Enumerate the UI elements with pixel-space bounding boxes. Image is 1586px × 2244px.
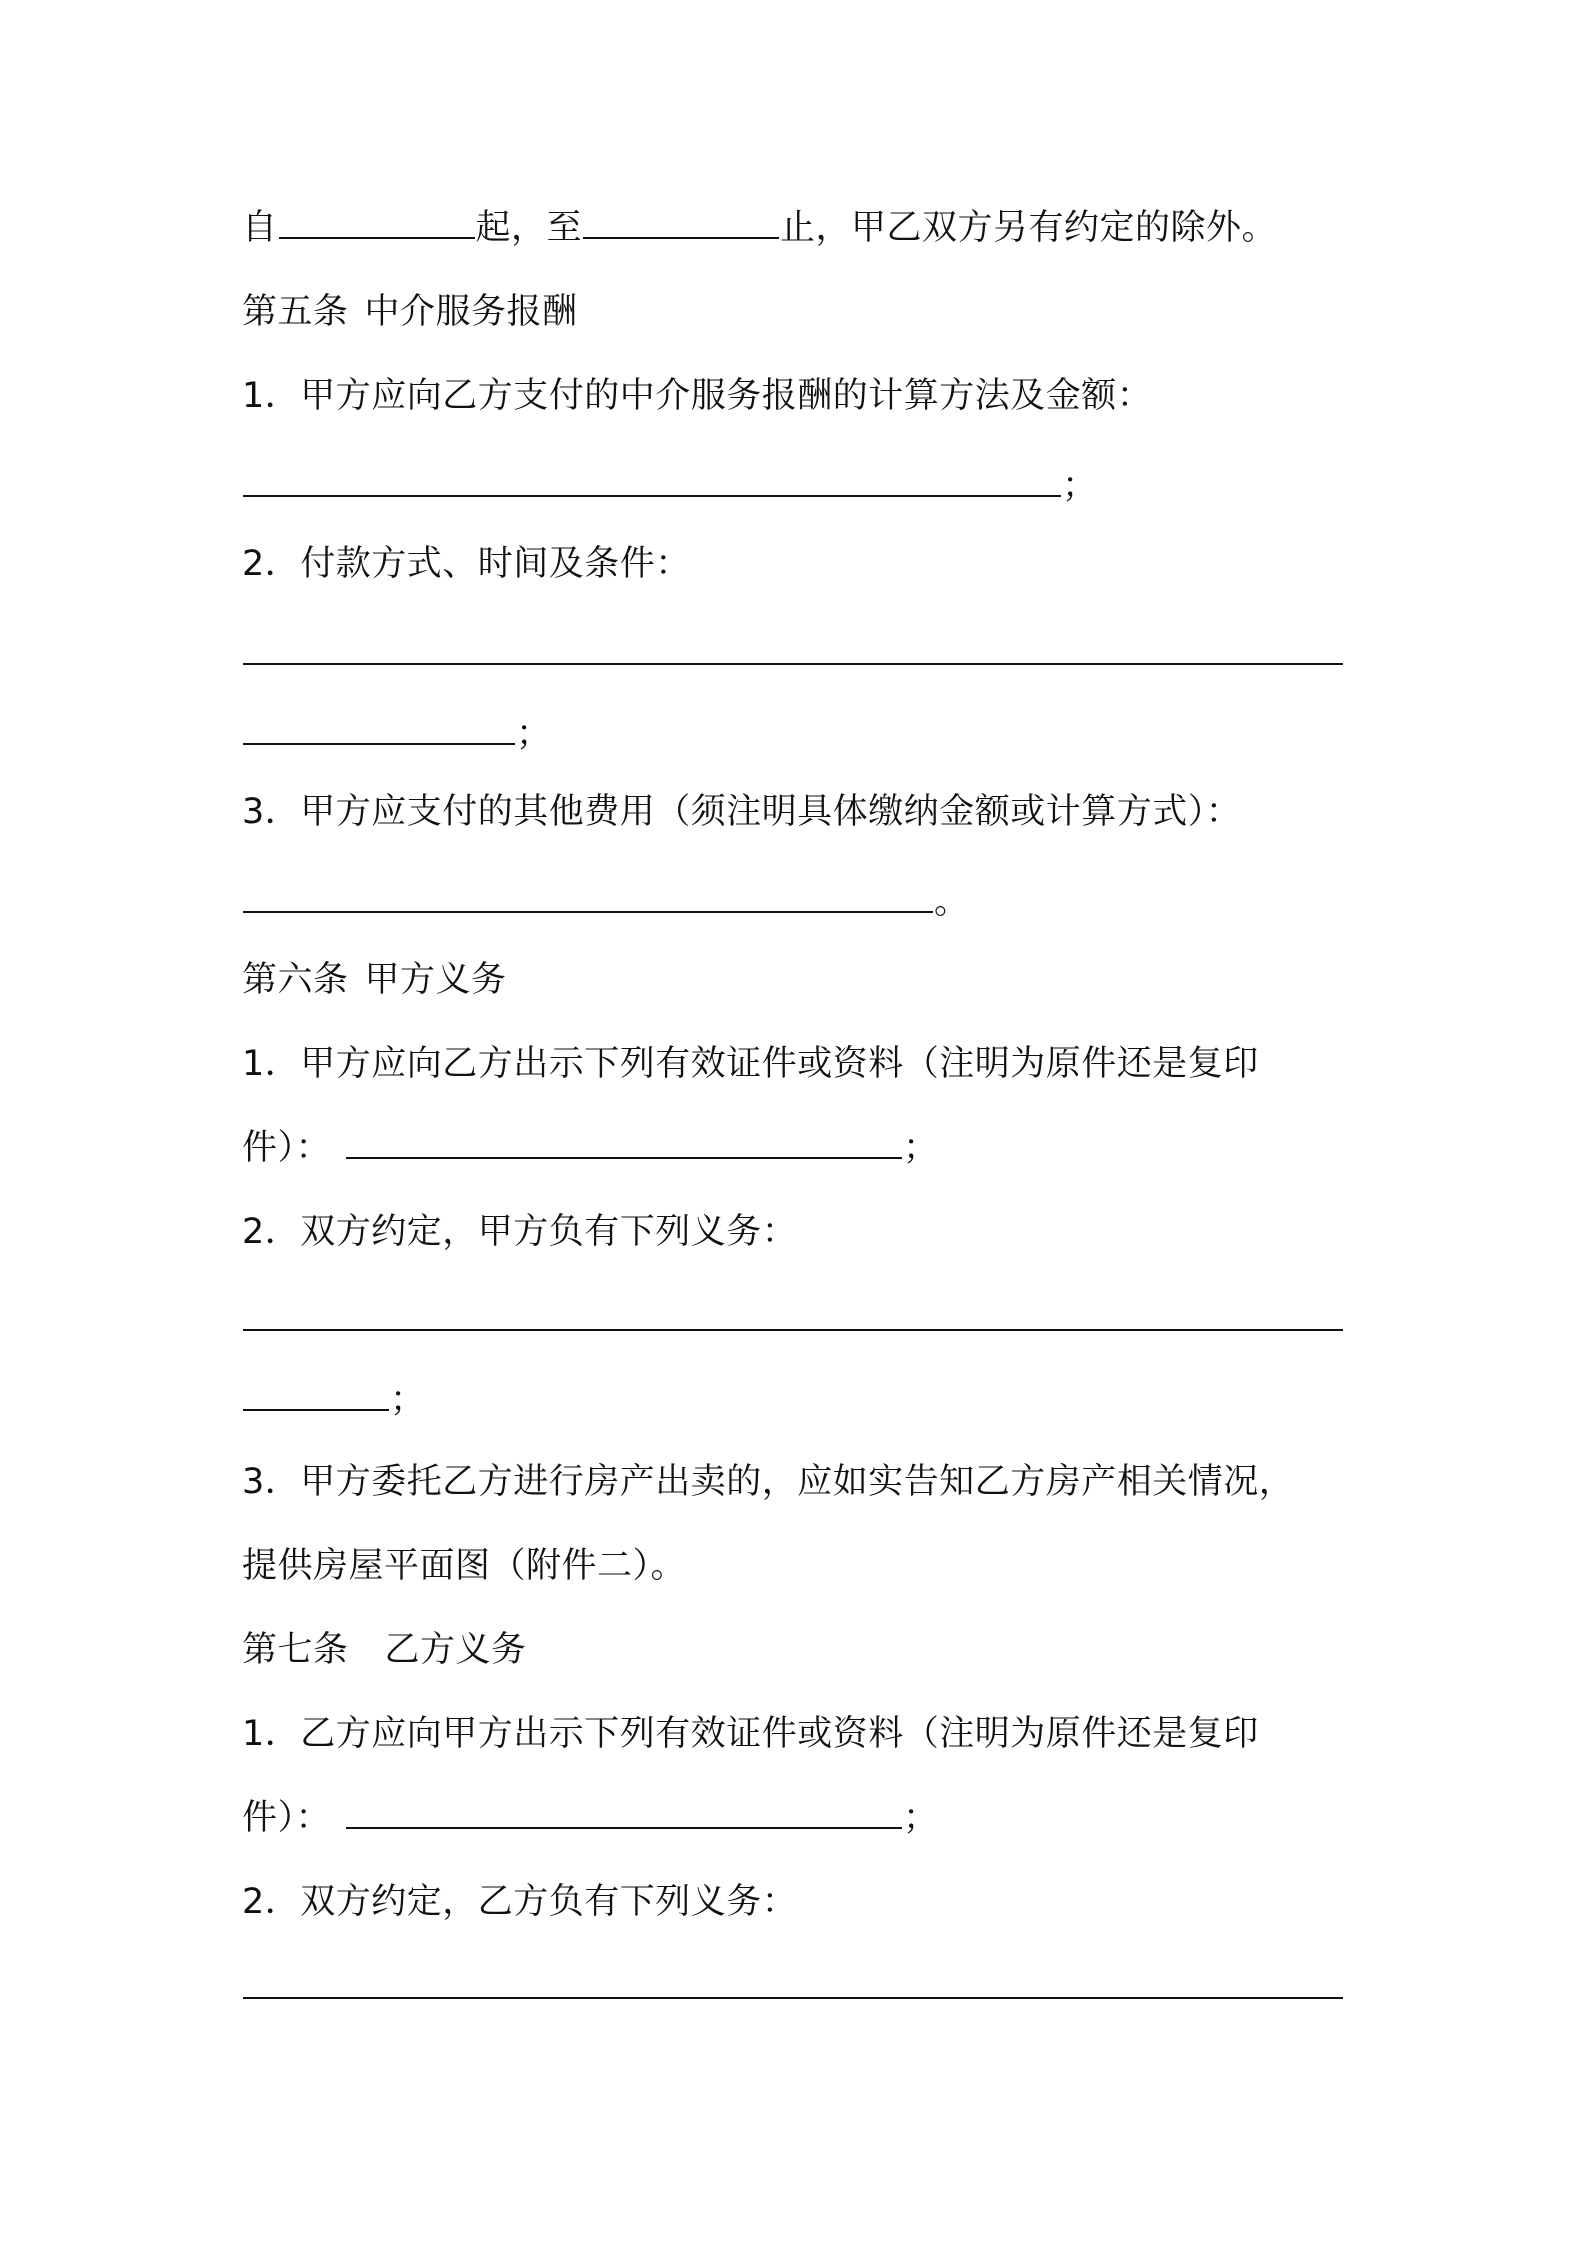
punct-semicolon: ； <box>1062 466 1098 506</box>
article-5-number: 第五条 <box>242 292 349 332</box>
article-5-item-1: 1．甲方应向乙方支付的中介服务报酬的计算方法及金额： <box>242 376 1153 416</box>
article-6-heading <box>242 958 507 1002</box>
blank-party-a-documents[interactable] <box>346 1127 902 1159</box>
article-5-item-3-fill <box>242 880 970 924</box>
blank-payment-terms-1[interactable] <box>243 633 1343 665</box>
article-5-title: 中介服务报酬 <box>364 292 578 332</box>
blank-start-date[interactable] <box>279 207 475 239</box>
article-6-item-2-fill-a <box>242 1298 1344 1342</box>
article-5-heading <box>242 290 578 334</box>
article-7-item-1: 1．乙方应向甲方出示下列有效证件或资料（注明为原件还是复印 <box>242 1714 1259 1754</box>
article-6-item-2: 2．双方约定，甲方负有下列义务： <box>242 1212 798 1252</box>
article-6-item-3-cont: 提供房屋平面图（附件二）。 <box>242 1546 687 1586</box>
article-6-item-2-fill-b <box>242 1378 426 1422</box>
article-6-item-1: 1．甲方应向乙方出示下列有效证件或资料（注明为原件还是复印 <box>242 1044 1259 1084</box>
blank-other-fees[interactable] <box>243 881 933 913</box>
article-6-title: 甲方义务 <box>364 960 507 1000</box>
article-6-number: 第六条 <box>242 960 349 1000</box>
article-6-item-1-cont <box>242 1126 939 1170</box>
punct-semicolon: ； <box>390 1380 426 1420</box>
term-period-line <box>242 206 1277 250</box>
article-7-item-1-cont <box>242 1796 939 1840</box>
text-documents: 件）： <box>242 1128 332 1168</box>
article-7-item-2: 2．双方约定，乙方负有下列义务： <box>242 1882 798 1922</box>
article-5-item-3: 3．甲方应支付的其他费用（须注明具体缴纳金额或计算方式）： <box>242 792 1242 832</box>
text-except: 止，甲乙双方另有约定的除外。 <box>780 208 1278 248</box>
punct-semicolon: ； <box>903 1798 939 1838</box>
punct-semicolon: ； <box>903 1128 939 1168</box>
text-to: 起，至 <box>475 208 583 248</box>
text-documents: 件）： <box>242 1798 332 1838</box>
punct-period: 。 <box>934 882 970 922</box>
article-6-item-3: 3．甲方委托乙方进行房产出卖的，应如实告知乙方房产相关情况， <box>242 1462 1295 1502</box>
text-from: 自 <box>242 208 278 248</box>
article-5-item-1-fill <box>242 464 1098 508</box>
article-7-number: 第七条 <box>242 1630 349 1670</box>
article-5-item-2-fill-b <box>242 712 552 756</box>
article-7-item-2-fill-a <box>242 1966 1344 2010</box>
blank-payment-terms-2[interactable] <box>243 713 515 745</box>
punct-semicolon: ； <box>516 714 552 754</box>
blank-party-a-obligations-1[interactable] <box>243 1299 1343 1331</box>
article-5-item-2: 2．付款方式、时间及条件： <box>242 544 691 584</box>
blank-party-b-documents[interactable] <box>346 1797 902 1829</box>
blank-party-b-obligations-1[interactable] <box>243 1967 1343 1999</box>
article-7-title: 乙方义务 <box>384 1630 527 1670</box>
blank-fee-amount[interactable] <box>243 465 1061 497</box>
article-7-heading <box>242 1628 527 1672</box>
blank-party-a-obligations-2[interactable] <box>243 1379 389 1411</box>
article-5-item-2-fill-a <box>242 632 1344 676</box>
blank-end-date[interactable] <box>583 207 779 239</box>
